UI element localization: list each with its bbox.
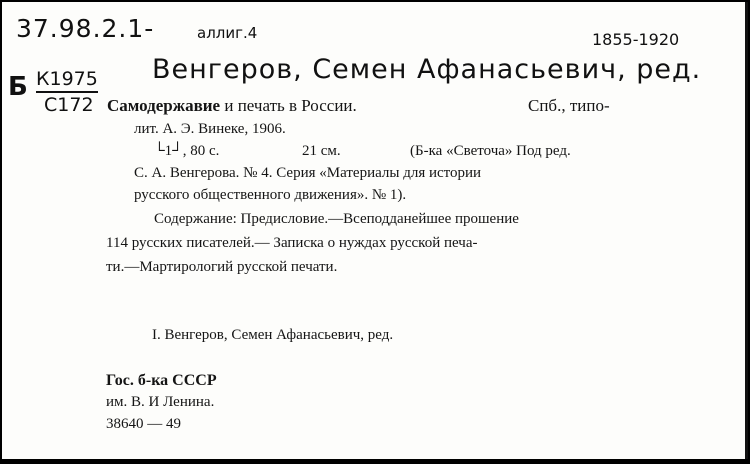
- library-line-2: им. В. И Ленина.: [106, 394, 215, 410]
- pagination: └1┘, 80 с.: [154, 143, 220, 159]
- contents-line-3: ти.—Мартирологий русской печати.: [106, 259, 338, 275]
- series-line-3: русского общественного движения». № 1).: [134, 187, 407, 203]
- title-bold: Самодержавие: [107, 96, 221, 115]
- contents-line-2: 114 русских писателей.— Записка о нуждах русской печа-: [106, 235, 478, 251]
- series-line-2: С. А. Венгерова. № 4. Серия «Материалы для истории: [134, 165, 482, 181]
- library-line-3: 38640 — 49: [106, 416, 181, 432]
- years-note: 1855-1920: [592, 30, 680, 49]
- shelf-number: 37.98.2.1-: [16, 14, 155, 43]
- contents-line-1: Содержание: Предисловие.—Всеподданейшее прошение: [154, 211, 519, 227]
- card-paper: [2, 2, 748, 459]
- title-line: [107, 96, 357, 116]
- note-top: аллиг.4: [197, 24, 258, 42]
- publisher-line: лит. А. Э. Винеке, 1906.: [134, 121, 286, 137]
- mark-letter: Б: [8, 72, 28, 102]
- size: 21 см.: [302, 143, 341, 159]
- library-line-1: Гос. б-ка СССР: [106, 372, 217, 389]
- place-of-publication: Спб., типо-: [528, 96, 610, 115]
- title-rest: и печать в России.: [224, 96, 357, 115]
- series-line-1: (Б-ка «Светоча» Под ред.: [410, 143, 571, 159]
- tracing: I. Венгеров, Семен Афанасьевич, ред.: [152, 327, 394, 343]
- call-number-top: К1975: [36, 68, 98, 93]
- call-number-bottom: С172: [44, 94, 94, 116]
- author-heading: Венгеров, Семен Афанасьевич, ред.: [152, 54, 702, 85]
